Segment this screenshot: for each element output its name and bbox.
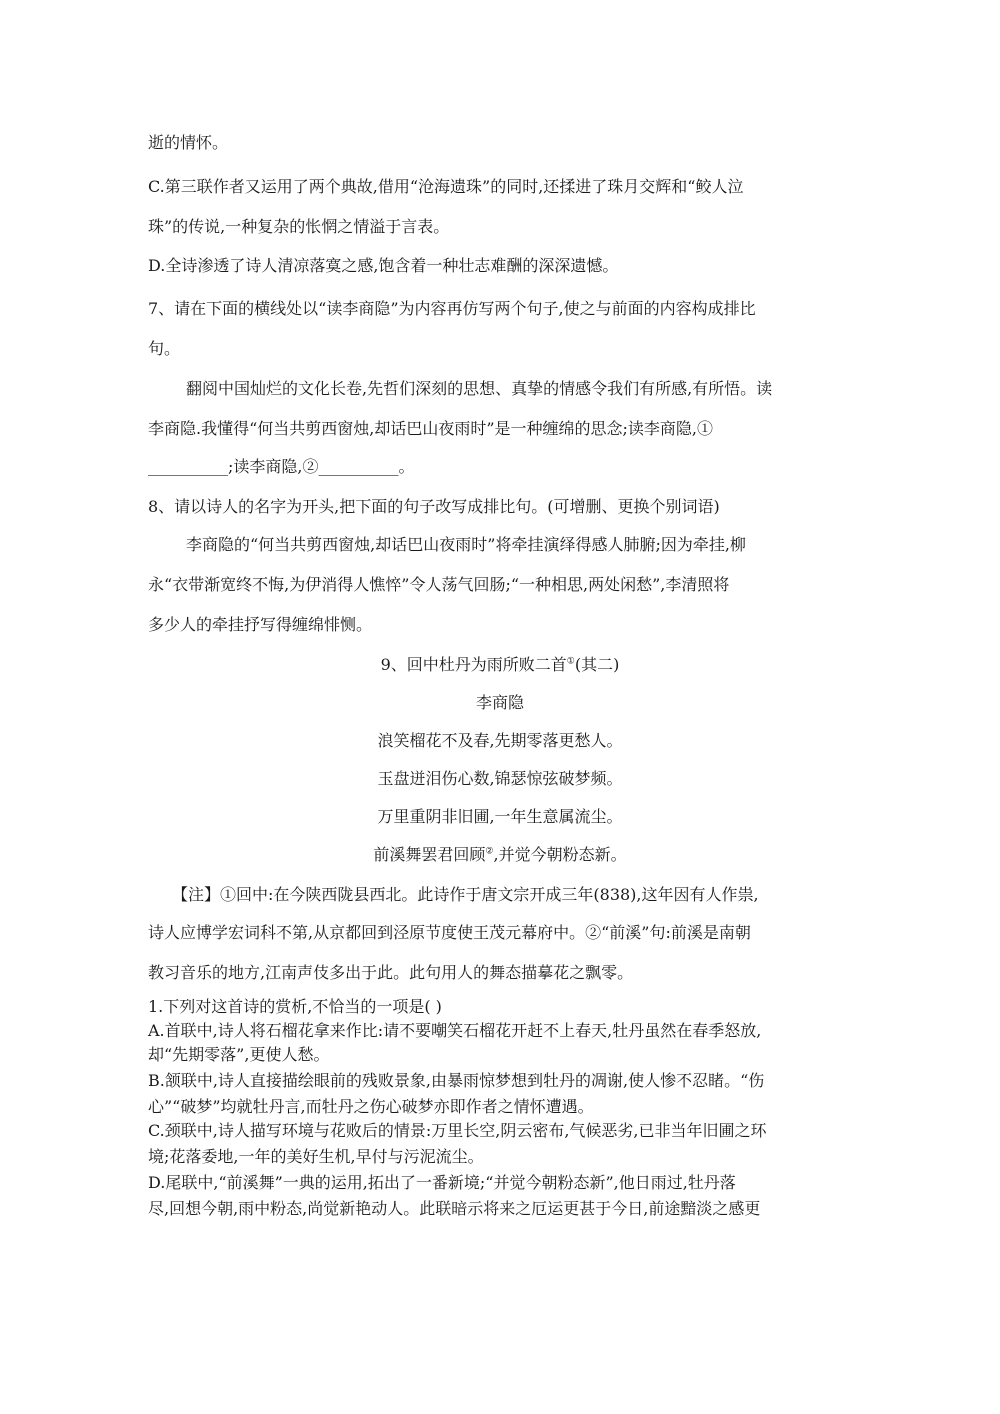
poem-line-4-text: 前溪舞罢君回顾	[373, 845, 486, 864]
prev-option-c-line1: C.第三联作者又运用了两个典故,借用“沧海遗珠”的同时,还揉进了珠月交辉和“鲛人泣	[148, 177, 744, 196]
q7-passage-line2: 李商隐.我懂得“何当共剪西窗烛,却话巴山夜雨时”是一种缠绵的思念;读李商隐,①	[148, 419, 714, 438]
q9-1-option-d-line2: 尽,回想今朝,雨中粉态,尚觉新艳动人。此联暗示将来之厄运更甚于今日,前途黯淡之感更	[148, 1199, 761, 1218]
q7-passage-line1: 翻阅中国灿烂的文化长卷,先哲们深刻的思想、真挚的情感令我们有所感,有所悟。读	[186, 379, 773, 398]
q7-passage-line3: __________;读李商隐,②__________。	[148, 457, 415, 476]
poem-note-line2: 诗人应博学宏词科不第,从京都回到泾原节度使王茂元幕府中。②“前溪”句:前溪是南朝	[148, 923, 751, 942]
q9-1-option-b-line1: B.颔联中,诗人直接描绘眼前的残败景象,由暴雨惊梦想到牡丹的凋谢,使人惨不忍睹。“伤	[148, 1071, 765, 1090]
prev-option-d: D.全诗渗透了诗人清凉落寞之感,饱含着一种壮志难酬的深深遗憾。	[148, 256, 619, 275]
q9-1-option-d-line1: D.尾联中,“前溪舞”一典的运用,拓出了一番新境;“并觉今朝粉态新”,他日雨过,牡丹落	[148, 1173, 736, 1192]
poem-line-1: 浪笑榴花不及春,先期零落更愁人。	[377, 731, 623, 750]
poem-line-4-suffix: ,并觉今朝粉态新。	[493, 845, 627, 864]
q9-1-option-a-line1: A.首联中,诗人将石榴花拿来作比:请不要嘲笑石榴花开赶不上春天,牡丹虽然在春季怒放,	[148, 1021, 762, 1040]
q9-1-option-b-line2: 心”“破梦”均就牡丹言,而牡丹之伤心破梦亦即作者之情怀遭遇。	[148, 1097, 594, 1116]
q8-passage-line1: 李商隐的“何当共剪西窗烛,却话巴山夜雨时”将牵挂演绎得感人肺腑;因为牵挂,柳	[186, 535, 746, 554]
poem-note-line1: 【注】①回中:在今陕西陇县西北。此诗作于唐文宗开成三年(838),这年因有人作祟,	[172, 885, 759, 904]
poem-line-3: 万里重阴非旧圃,一年生意属流尘。	[377, 807, 623, 826]
poem-title-note-marker: ①	[566, 656, 575, 667]
q8-passage-line2: 永“衣带渐宽终不悔,为伊消得人憔悴”令人荡气回肠;“一种相思,两处闲愁”,李清照将	[148, 575, 730, 594]
poem-title	[0, 652, 1000, 675]
poem-title-text: 9、回中杜丹为雨所败二首	[380, 655, 567, 674]
q8-stem: 8、请以诗人的名字为开头,把下面的句子改写成排比句。(可增删、更换个别词语)	[148, 497, 720, 516]
q9-1-option-c-line1: C.颈联中,诗人描写环境与花败后的情景:万里长空,阴云密布,气候恶劣,已非当年旧圃之环	[148, 1121, 767, 1140]
prev-option-c-line2: 珠”的传说,一种复杂的怅惘之情溢于言表。	[148, 217, 450, 236]
q7-stem-line1: 7、请在下面的横线处以“读李商隐”为内容再仿写两个句子,使之与前面的内容构成排比	[148, 299, 756, 318]
q9-1-option-c-line2: 境;花落委地,一年的美好生机,早付与污泥流尘。	[148, 1147, 484, 1166]
poem-note-line3: 教习音乐的地方,江南声伎多出于此。此句用人的舞态描摹花之飘零。	[148, 963, 634, 982]
poem-title-suffix: (其二)	[574, 655, 620, 674]
q9-1-option-a-line2: 却“先期零落”,更使人愁。	[148, 1045, 330, 1064]
poem-line-4-note-marker: ②	[485, 846, 494, 857]
q8-passage-line3: 多少人的牵挂抒写得缠绵悱恻。	[148, 615, 373, 634]
q7-stem-line2: 句。	[148, 339, 181, 358]
prev-option-tail: 逝的情怀。	[148, 133, 229, 152]
poem-line-4	[0, 842, 1000, 865]
poem-author: 李商隐	[475, 693, 524, 712]
q9-1-stem: 1.下列对这首诗的赏析,不恰当的一项是( )	[148, 997, 442, 1016]
poem-line-2: 玉盘迸泪伤心数,锦瑟惊弦破梦频。	[377, 769, 623, 788]
